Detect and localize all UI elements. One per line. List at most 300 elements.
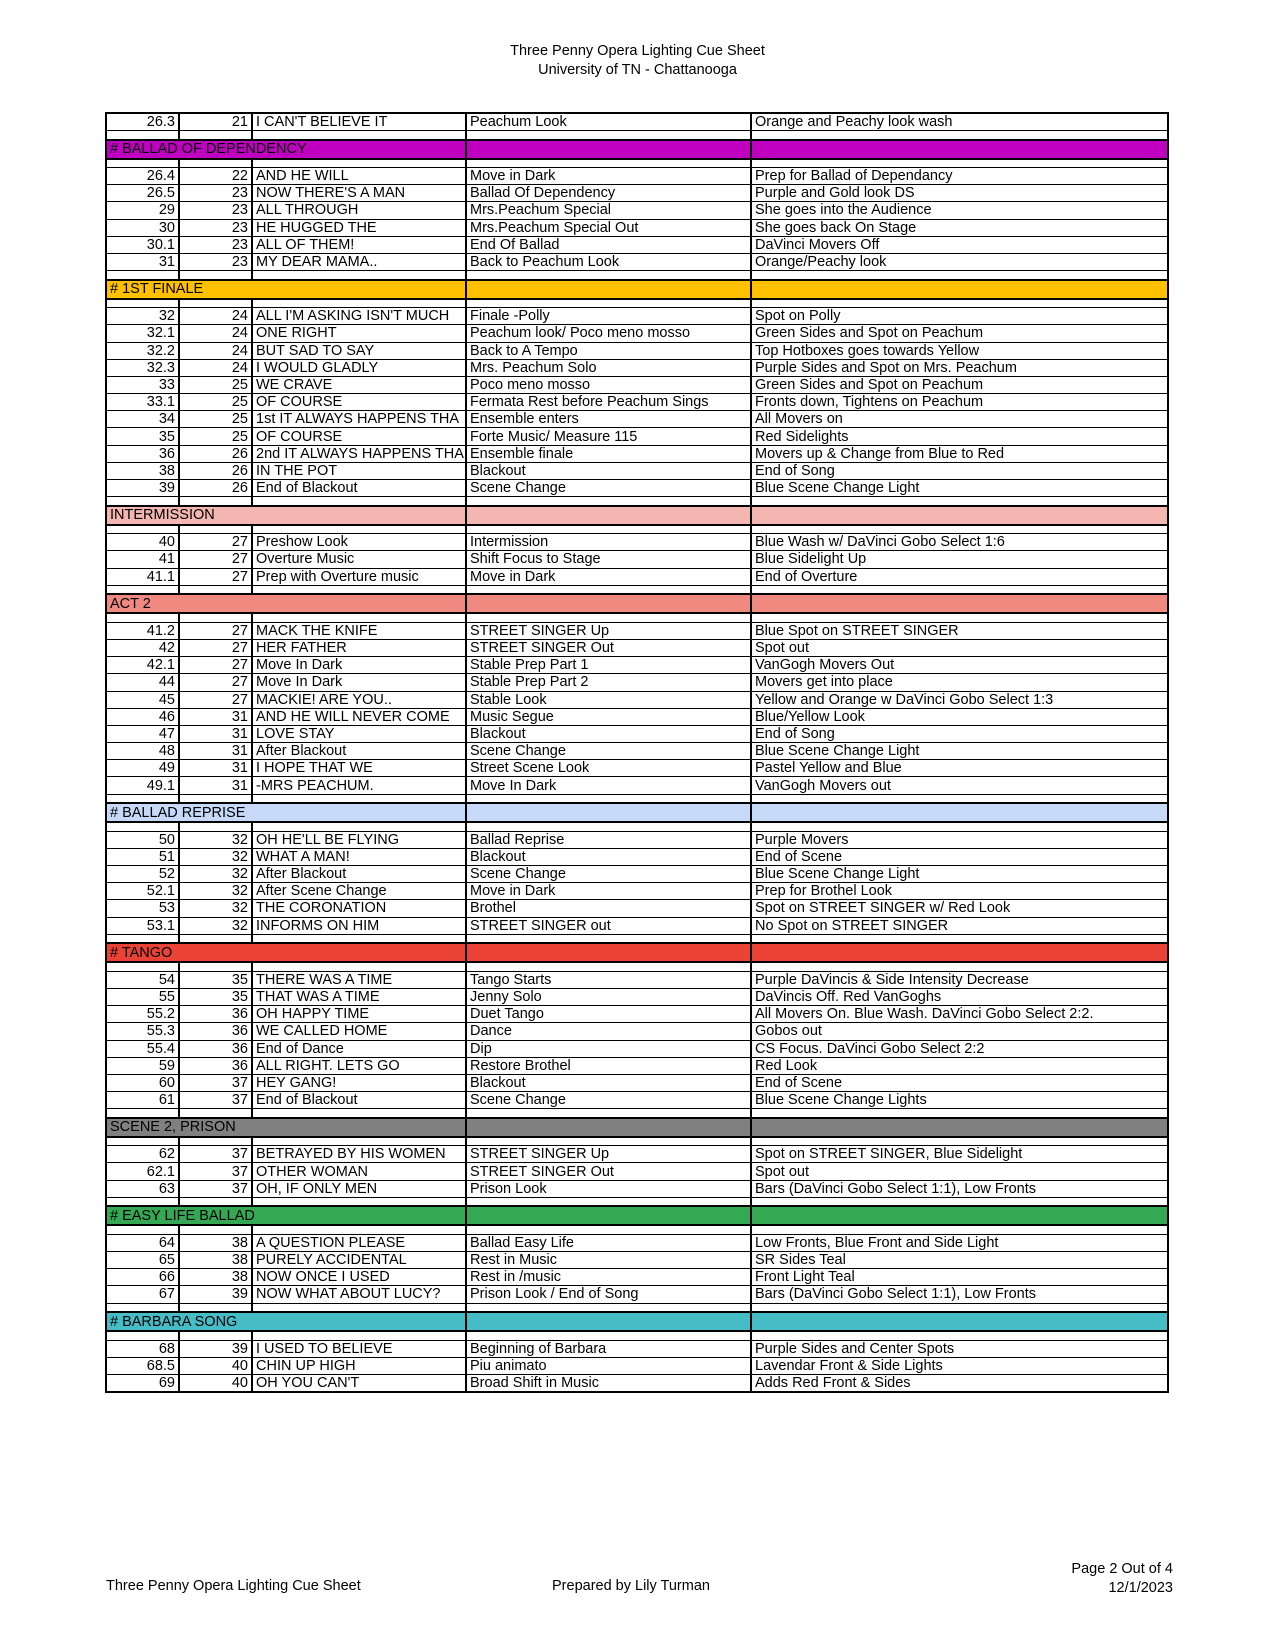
cue-row: [106, 760, 1168, 777]
cue-description: Move In Dark: [466, 777, 751, 794]
cue-number: 26.3: [106, 113, 179, 131]
cue-description: Jenny Solo: [466, 988, 751, 1005]
cue-notes: Movers get into place: [751, 674, 1168, 691]
cue-number: 53: [106, 900, 179, 917]
cue-line: Prep with Overture music: [252, 568, 466, 585]
spacer-cell: [252, 822, 466, 831]
spacer-cell: [751, 525, 1168, 534]
cue-page: 27: [179, 639, 252, 656]
cue-row: [106, 1006, 1168, 1023]
cue-description: Broad Shift in Music: [466, 1374, 751, 1392]
spacer-row: [106, 497, 1168, 506]
cue-page: 27: [179, 534, 252, 551]
cue-notes: End of Overture: [751, 568, 1168, 585]
spacer-cell: [466, 585, 751, 594]
cue-description: Finale -Polly: [466, 308, 751, 325]
cue-notes: Lavendar Front & Side Lights: [751, 1357, 1168, 1374]
spacer-row: [106, 1109, 1168, 1118]
spacer-cell: [466, 962, 751, 971]
cue-page: 27: [179, 691, 252, 708]
cue-number: 29: [106, 202, 179, 219]
cue-number: 69: [106, 1374, 179, 1392]
cue-page: 32: [179, 848, 252, 865]
cue-row: [106, 708, 1168, 725]
cue-number: 32.3: [106, 359, 179, 376]
cue-line: End of Dance: [252, 1040, 466, 1057]
cue-notes: Green Sides and Spot on Peachum: [751, 376, 1168, 393]
cue-description: Scene Change: [466, 1092, 751, 1109]
cue-line: THAT WAS A TIME: [252, 988, 466, 1005]
cue-number: 40: [106, 534, 179, 551]
cue-notes: Low Fronts, Blue Front and Side Light: [751, 1234, 1168, 1251]
spacer-cell: [466, 1109, 751, 1118]
section-fill: [751, 594, 1168, 613]
cue-number: 50: [106, 831, 179, 848]
cue-number: 51: [106, 848, 179, 865]
cue-notes: DaVincis Off. Red VanGoghs: [751, 988, 1168, 1005]
spacer-cell: [751, 822, 1168, 831]
cue-notes: Spot out: [751, 639, 1168, 656]
cue-row: [106, 185, 1168, 202]
cue-line: BETRAYED BY HIS WOMEN: [252, 1146, 466, 1163]
cue-row: [106, 1374, 1168, 1392]
cue-row: [106, 394, 1168, 411]
section-fill: [466, 1312, 751, 1331]
cue-description: Back to A Tempo: [466, 342, 751, 359]
spacer-cell: [751, 131, 1168, 140]
spacer-cell: [751, 934, 1168, 943]
cue-line: THERE WAS A TIME: [252, 971, 466, 988]
spacer-row: [106, 299, 1168, 308]
cue-line: NOW ONCE I USED: [252, 1269, 466, 1286]
cue-row: [106, 308, 1168, 325]
spacer-cell: [106, 1303, 179, 1312]
cue-number: 49.1: [106, 777, 179, 794]
cue-number: 42: [106, 639, 179, 656]
section-label: # BARBARA SONG: [106, 1312, 466, 1331]
cue-page: 31: [179, 760, 252, 777]
section-label: # BALLAD OF DEPENDENCY: [106, 140, 466, 159]
cue-page: 39: [179, 1340, 252, 1357]
cue-notes: Blue Scene Change Light: [751, 743, 1168, 760]
cue-number: 48: [106, 743, 179, 760]
spacer-cell: [751, 159, 1168, 168]
spacer-cell: [106, 822, 179, 831]
cue-table-body: [106, 113, 1168, 1392]
cue-row: [106, 1234, 1168, 1251]
cue-page: 27: [179, 622, 252, 639]
cue-notes: DaVinci Movers Off: [751, 236, 1168, 253]
cue-line: IN THE POT: [252, 462, 466, 479]
spacer-row: [106, 1137, 1168, 1146]
cue-page: 36: [179, 1057, 252, 1074]
cue-description: Poco meno mosso: [466, 376, 751, 393]
cue-description: Music Segue: [466, 708, 751, 725]
section-fill: [466, 1118, 751, 1137]
cue-page: 23: [179, 202, 252, 219]
cue-description: Brothel: [466, 900, 751, 917]
cue-line: THE CORONATION: [252, 900, 466, 917]
cue-line: AND HE WILL NEVER COME: [252, 708, 466, 725]
spacer-cell: [252, 271, 466, 280]
cue-description: Move in Dark: [466, 568, 751, 585]
cue-description: Street Scene Look: [466, 760, 751, 777]
cue-number: 55.4: [106, 1040, 179, 1057]
cue-number: 55: [106, 988, 179, 1005]
cue-notes: Purple Movers: [751, 831, 1168, 848]
cue-notes: Blue Sidelight Up: [751, 551, 1168, 568]
section-fill: [466, 1206, 751, 1225]
cue-description: STREET SINGER Out: [466, 639, 751, 656]
cue-notes: Spot on STREET SINGER, Blue Sidelight: [751, 1146, 1168, 1163]
cue-row: [106, 917, 1168, 934]
spacer-cell: [179, 1225, 252, 1234]
cue-page: 27: [179, 657, 252, 674]
spacer-cell: [751, 1303, 1168, 1312]
spacer-cell: [751, 1225, 1168, 1234]
cue-row: [106, 376, 1168, 393]
cue-page: 38: [179, 1234, 252, 1251]
section-header-row: [106, 506, 1168, 525]
cue-notes: All Movers On. Blue Wash. DaVinci Gobo Select 2:2.: [751, 1006, 1168, 1023]
cue-description: Ballad Easy Life: [466, 1234, 751, 1251]
spacer-cell: [252, 1303, 466, 1312]
cue-description: Move in Dark: [466, 883, 751, 900]
spacer-cell: [106, 1331, 179, 1340]
cue-notes: Bars (DaVinci Gobo Select 1:1), Low Fronts: [751, 1286, 1168, 1303]
cue-notes: Purple DaVincis & Side Intensity Decrease: [751, 971, 1168, 988]
spacer-cell: [106, 1225, 179, 1234]
spacer-cell: [466, 1225, 751, 1234]
cue-row: [106, 657, 1168, 674]
cue-notes: Blue Scene Change Lights: [751, 1092, 1168, 1109]
cue-notes: Top Hotboxes goes towards Yellow: [751, 342, 1168, 359]
cue-description: Mrs. Peachum Solo: [466, 359, 751, 376]
cue-number: 65: [106, 1252, 179, 1269]
cue-row: [106, 1252, 1168, 1269]
spacer-cell: [466, 497, 751, 506]
cue-number: 68: [106, 1340, 179, 1357]
cue-row: [106, 1269, 1168, 1286]
spacer-cell: [751, 962, 1168, 971]
cue-description: Stable Prep Part 1: [466, 657, 751, 674]
section-fill: [751, 140, 1168, 159]
cue-description: Stable Prep Part 2: [466, 674, 751, 691]
spacer-cell: [466, 299, 751, 308]
cue-notes: Spot out: [751, 1163, 1168, 1180]
spacer-cell: [466, 1303, 751, 1312]
cue-page: 37: [179, 1146, 252, 1163]
cue-number: 34: [106, 411, 179, 428]
cue-line: I HOPE THAT WE: [252, 760, 466, 777]
spacer-row: [106, 794, 1168, 803]
cue-description: Blackout: [466, 462, 751, 479]
cue-page: 35: [179, 988, 252, 1005]
cue-description: STREET SINGER Up: [466, 1146, 751, 1163]
cue-line: 1st IT ALWAYS HAPPENS THA: [252, 411, 466, 428]
cue-number: 32.2: [106, 342, 179, 359]
cue-page: 38: [179, 1269, 252, 1286]
cue-number: 63: [106, 1180, 179, 1197]
cue-notes: Prep for Brothel Look: [751, 883, 1168, 900]
cue-line: AND HE WILL: [252, 168, 466, 185]
cue-page: 27: [179, 674, 252, 691]
cue-line: OH HAPPY TIME: [252, 1006, 466, 1023]
spacer-row: [106, 1303, 1168, 1312]
cue-description: STREET SINGER Out: [466, 1163, 751, 1180]
cue-row: [106, 971, 1168, 988]
spacer-cell: [179, 1197, 252, 1206]
spacer-row: [106, 131, 1168, 140]
cue-description: Blackout: [466, 725, 751, 742]
cue-line: PURELY ACCIDENTAL: [252, 1252, 466, 1269]
cue-notes: Red Look: [751, 1057, 1168, 1074]
cue-line: ALL RIGHT. LETS GO: [252, 1057, 466, 1074]
cue-line: WE CALLED HOME: [252, 1023, 466, 1040]
cue-page: 24: [179, 359, 252, 376]
cue-row: [106, 202, 1168, 219]
cue-notes: Purple and Gold look DS: [751, 185, 1168, 202]
cue-description: Scene Change: [466, 480, 751, 497]
cue-notes: Gobos out: [751, 1023, 1168, 1040]
cue-page: 31: [179, 743, 252, 760]
cue-notes: Adds Red Front & Sides: [751, 1374, 1168, 1392]
cue-description: Move in Dark: [466, 168, 751, 185]
cue-row: [106, 988, 1168, 1005]
cue-row: [106, 342, 1168, 359]
cue-page: 26: [179, 462, 252, 479]
cue-description: Ensemble finale: [466, 445, 751, 462]
spacer-cell: [466, 159, 751, 168]
cue-line: HER FATHER: [252, 639, 466, 656]
cue-notes: End of Scene: [751, 848, 1168, 865]
spacer-cell: [179, 822, 252, 831]
spacer-cell: [751, 613, 1168, 622]
spacer-cell: [106, 159, 179, 168]
cue-row: [106, 551, 1168, 568]
spacer-cell: [751, 1197, 1168, 1206]
section-fill: [466, 280, 751, 299]
cue-row: [106, 1286, 1168, 1303]
section-fill: [466, 943, 751, 962]
spacer-cell: [179, 131, 252, 140]
cue-description: Fermata Rest before Peachum Sings: [466, 394, 751, 411]
spacer-row: [106, 525, 1168, 534]
cue-description: Beginning of Barbara: [466, 1340, 751, 1357]
cue-row: [106, 325, 1168, 342]
cue-line: HE HUGGED THE: [252, 219, 466, 236]
section-header-row: [106, 594, 1168, 613]
spacer-cell: [106, 131, 179, 140]
spacer-row: [106, 613, 1168, 622]
spacer-cell: [252, 299, 466, 308]
cue-notes: Blue Spot on STREET SINGER: [751, 622, 1168, 639]
cue-description: Piu animato: [466, 1357, 751, 1374]
spacer-cell: [751, 299, 1168, 308]
cue-description: Intermission: [466, 534, 751, 551]
section-label: # 1ST FINALE: [106, 280, 466, 299]
cue-notes: End of Song: [751, 462, 1168, 479]
cue-page: 23: [179, 253, 252, 270]
section-header-row: [106, 943, 1168, 962]
cue-page: 32: [179, 883, 252, 900]
cue-row: [106, 1040, 1168, 1057]
footer-prepared-by: Prepared by Lily Turman: [552, 1578, 710, 1594]
cue-page: 23: [179, 185, 252, 202]
spacer-cell: [751, 585, 1168, 594]
cue-line: Move In Dark: [252, 674, 466, 691]
spacer-cell: [106, 962, 179, 971]
spacer-cell: [106, 585, 179, 594]
spacer-row: [106, 1197, 1168, 1206]
cue-notes: CS Focus. DaVinci Gobo Select 2:2: [751, 1040, 1168, 1057]
sheet-subtitle: University of TN - Chattanooga: [538, 62, 737, 78]
cue-table: [105, 112, 1169, 1393]
spacer-cell: [466, 822, 751, 831]
cue-number: 39: [106, 480, 179, 497]
spacer-cell: [179, 1109, 252, 1118]
cue-line: INFORMS ON HIM: [252, 917, 466, 934]
cue-row: [106, 1146, 1168, 1163]
spacer-cell: [179, 299, 252, 308]
cue-row: [106, 848, 1168, 865]
cue-line: I CAN'T BELIEVE IT: [252, 113, 466, 131]
cue-line: I WOULD GLADLY: [252, 359, 466, 376]
spacer-row: [106, 271, 1168, 280]
section-header-row: [106, 140, 1168, 159]
cue-number: 26.4: [106, 168, 179, 185]
cue-number: 68.5: [106, 1357, 179, 1374]
cue-line: OH YOU CAN'T: [252, 1374, 466, 1392]
cue-line: OF COURSE: [252, 428, 466, 445]
footer-page-info: [1071, 1560, 1173, 1598]
cue-row: [106, 1163, 1168, 1180]
section-label: # BALLAD REPRISE: [106, 803, 466, 822]
section-fill: [466, 506, 751, 525]
cue-notes: Prep for Ballad of Dependancy: [751, 168, 1168, 185]
cue-line: Move In Dark: [252, 657, 466, 674]
spacer-cell: [106, 525, 179, 534]
cue-notes: Purple Sides and Spot on Mrs. Peachum: [751, 359, 1168, 376]
spacer-cell: [179, 159, 252, 168]
section-label: INTERMISSION: [106, 506, 466, 525]
spacer-cell: [466, 1331, 751, 1340]
spacer-cell: [466, 794, 751, 803]
spacer-cell: [106, 1137, 179, 1146]
spacer-cell: [106, 934, 179, 943]
cue-page: 40: [179, 1357, 252, 1374]
cue-number: 33.1: [106, 394, 179, 411]
cue-description: STREET SINGER out: [466, 917, 751, 934]
cue-line: ONE RIGHT: [252, 325, 466, 342]
spacer-cell: [106, 299, 179, 308]
cue-line: Overture Music: [252, 551, 466, 568]
cue-number: 35: [106, 428, 179, 445]
cue-row: [106, 480, 1168, 497]
cue-row: [106, 411, 1168, 428]
cue-description: Blackout: [466, 1074, 751, 1091]
spacer-row: [106, 962, 1168, 971]
cue-description: Peachum Look: [466, 113, 751, 131]
spacer-row: [106, 934, 1168, 943]
cue-number: 26.5: [106, 185, 179, 202]
cue-notes: End of Scene: [751, 1074, 1168, 1091]
cue-page: 32: [179, 917, 252, 934]
cue-line: OTHER WOMAN: [252, 1163, 466, 1180]
spacer-cell: [106, 271, 179, 280]
cue-description: Ensemble enters: [466, 411, 751, 428]
cue-description: Mrs.Peachum Special: [466, 202, 751, 219]
footer-sheet-name: Three Penny Opera Lighting Cue Sheet: [106, 1578, 361, 1594]
cue-row: [106, 1074, 1168, 1091]
cue-notes: Spot on Polly: [751, 308, 1168, 325]
spacer-cell: [252, 934, 466, 943]
cue-number: 30.1: [106, 236, 179, 253]
cue-notes: Pastel Yellow and Blue: [751, 760, 1168, 777]
cue-notes: Bars (DaVinci Gobo Select 1:1), Low Fronts: [751, 1180, 1168, 1197]
cue-description: Blackout: [466, 848, 751, 865]
cue-description: Ballad Of Dependency: [466, 185, 751, 202]
section-label: # EASY LIFE BALLAD: [106, 1206, 466, 1225]
section-header-row: [106, 1312, 1168, 1331]
spacer-cell: [252, 962, 466, 971]
cue-notes: Red Sidelights: [751, 428, 1168, 445]
cue-number: 36: [106, 445, 179, 462]
cue-page: 32: [179, 831, 252, 848]
cue-page: 24: [179, 308, 252, 325]
section-fill: [751, 1312, 1168, 1331]
cue-line: MACKIE! ARE YOU..: [252, 691, 466, 708]
cue-row: [106, 568, 1168, 585]
spacer-cell: [179, 525, 252, 534]
cue-description: Scene Change: [466, 866, 751, 883]
spacer-cell: [466, 131, 751, 140]
cue-page: 35: [179, 971, 252, 988]
cue-row: [106, 866, 1168, 883]
cue-notes: End of Song: [751, 725, 1168, 742]
spacer-cell: [179, 1303, 252, 1312]
cue-number: 38: [106, 462, 179, 479]
cue-page: 25: [179, 394, 252, 411]
section-label: # TANGO: [106, 943, 466, 962]
cue-row: [106, 1180, 1168, 1197]
cue-page: 37: [179, 1074, 252, 1091]
section-header-row: [106, 280, 1168, 299]
cue-page: 23: [179, 236, 252, 253]
cue-number: 33: [106, 376, 179, 393]
cue-number: 47: [106, 725, 179, 742]
cue-number: 60: [106, 1074, 179, 1091]
spacer-cell: [252, 1137, 466, 1146]
cue-row: [106, 168, 1168, 185]
cue-description: Restore Brothel: [466, 1057, 751, 1074]
cue-row: [106, 236, 1168, 253]
spacer-cell: [106, 613, 179, 622]
cue-notes: Orange and Peachy look wash: [751, 113, 1168, 131]
cue-description: Forte Music/ Measure 115: [466, 428, 751, 445]
spacer-cell: [179, 271, 252, 280]
spacer-cell: [466, 525, 751, 534]
cue-number: 41.2: [106, 622, 179, 639]
cue-description: Rest in Music: [466, 1252, 751, 1269]
cue-number: 54: [106, 971, 179, 988]
spacer-cell: [179, 962, 252, 971]
section-fill: [466, 594, 751, 613]
spacer-cell: [252, 1225, 466, 1234]
spacer-row: [106, 1225, 1168, 1234]
spacer-cell: [466, 1137, 751, 1146]
spacer-cell: [252, 585, 466, 594]
